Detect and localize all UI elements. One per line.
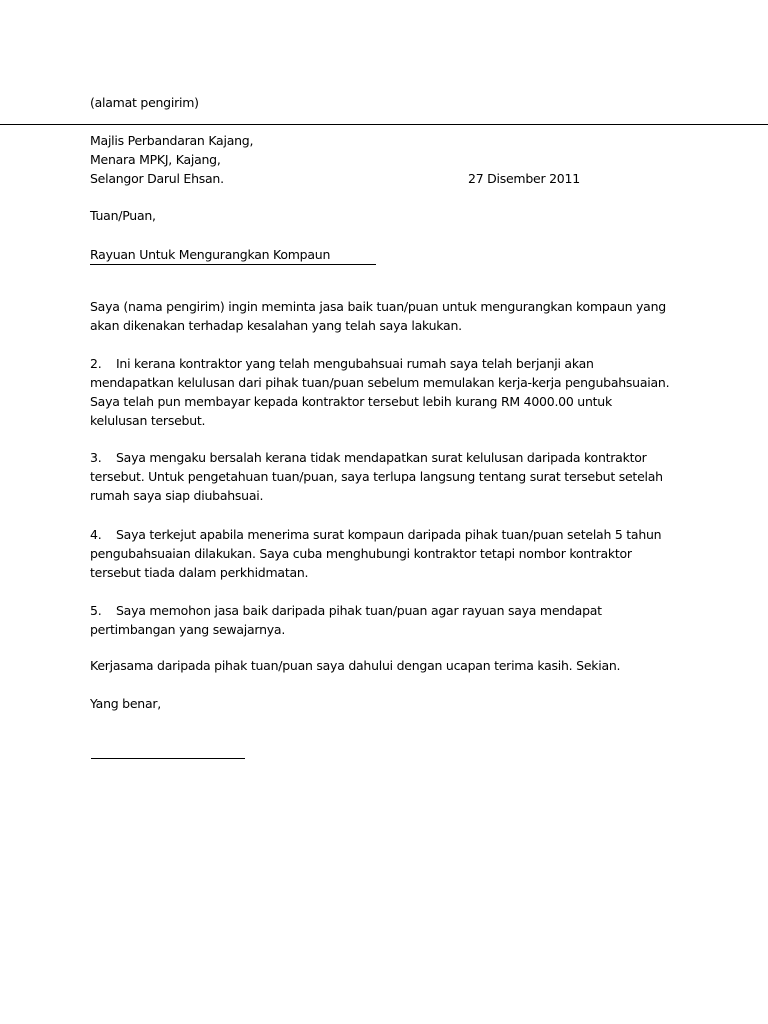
subject-underline (90, 264, 376, 265)
sender-address: (alamat pengirim) (90, 95, 199, 110)
recipient-line-1: Majlis Perbandaran Kajang, (90, 133, 254, 148)
paragraph-line: mendapatkan kelulusan dari pihak tuan/puan sebelum memulakan kerja-kerja pengubahsuaian. (90, 375, 670, 390)
recipient-line-2: Menara MPKJ, Kajang, (90, 152, 221, 167)
sign-off: Yang benar, (90, 696, 161, 711)
paragraph-line: tersebut tiada dalam perkhidmatan. (90, 565, 309, 580)
paragraph-4 (90, 525, 661, 582)
signature-line (91, 758, 245, 759)
subject-line: Rayuan Untuk Mengurangkan Kompaun (90, 247, 331, 262)
paragraph-number: 4. (90, 527, 102, 542)
paragraph-line: Saya (nama pengirim) ingin meminta jasa baik tuan/puan untuk mengurangkan kompaun yang (90, 299, 666, 314)
closing-sentence: Kerjasama daripada pihak tuan/puan saya dahului dengan ucapan terima kasih. Sekian. (90, 658, 621, 673)
paragraph-line: 2. Ini kerana kontraktor yang telah mengubahsuai rumah saya telah berjanji akan (90, 356, 594, 371)
paragraph-number: 5. (90, 603, 102, 618)
paragraph-5 (90, 601, 602, 639)
paragraph-1 (90, 297, 666, 335)
paragraph-line: akan dikenakan terhadap kesalahan yang telah saya lakukan. (90, 318, 462, 333)
paragraph-line: rumah saya siap diubahsuai. (90, 488, 264, 503)
letter-date: 27 Disember 2011 (468, 171, 580, 186)
paragraph-line: 5. Saya memohon jasa baik daripada pihak tuan/puan agar rayuan saya mendapat (90, 603, 602, 618)
paragraph-line: tersebut. Untuk pengetahuan tuan/puan, saya terlupa langsung tentang surat tersebut setelah (90, 469, 663, 484)
paragraph-line: 4. Saya terkejut apabila menerima surat kompaun daripada pihak tuan/puan setelah 5 tahun (90, 527, 662, 542)
paragraph-number: 3. (90, 450, 102, 465)
paragraph-line: 3. Saya mengaku bersalah kerana tidak mendapatkan surat kelulusan daripada kontraktor (90, 450, 647, 465)
header-divider (0, 124, 768, 125)
paragraph-3 (90, 448, 663, 505)
paragraph-2 (90, 354, 669, 430)
recipient-line-3: Selangor Darul Ehsan. (90, 171, 224, 186)
paragraph-line: pertimbangan yang sewajarnya. (90, 622, 286, 637)
salutation: Tuan/Puan, (90, 208, 156, 223)
paragraph-line: kelulusan tersebut. (90, 413, 206, 428)
paragraph-line: Saya telah pun membayar kepada kontraktor tersebut lebih kurang RM 4000.00 untuk (90, 394, 612, 409)
paragraph-number: 2. (90, 356, 102, 371)
paragraph-line: pengubahsuaian dilakukan. Saya cuba menghubungi kontraktor tetapi nombor kontraktor (90, 546, 632, 561)
